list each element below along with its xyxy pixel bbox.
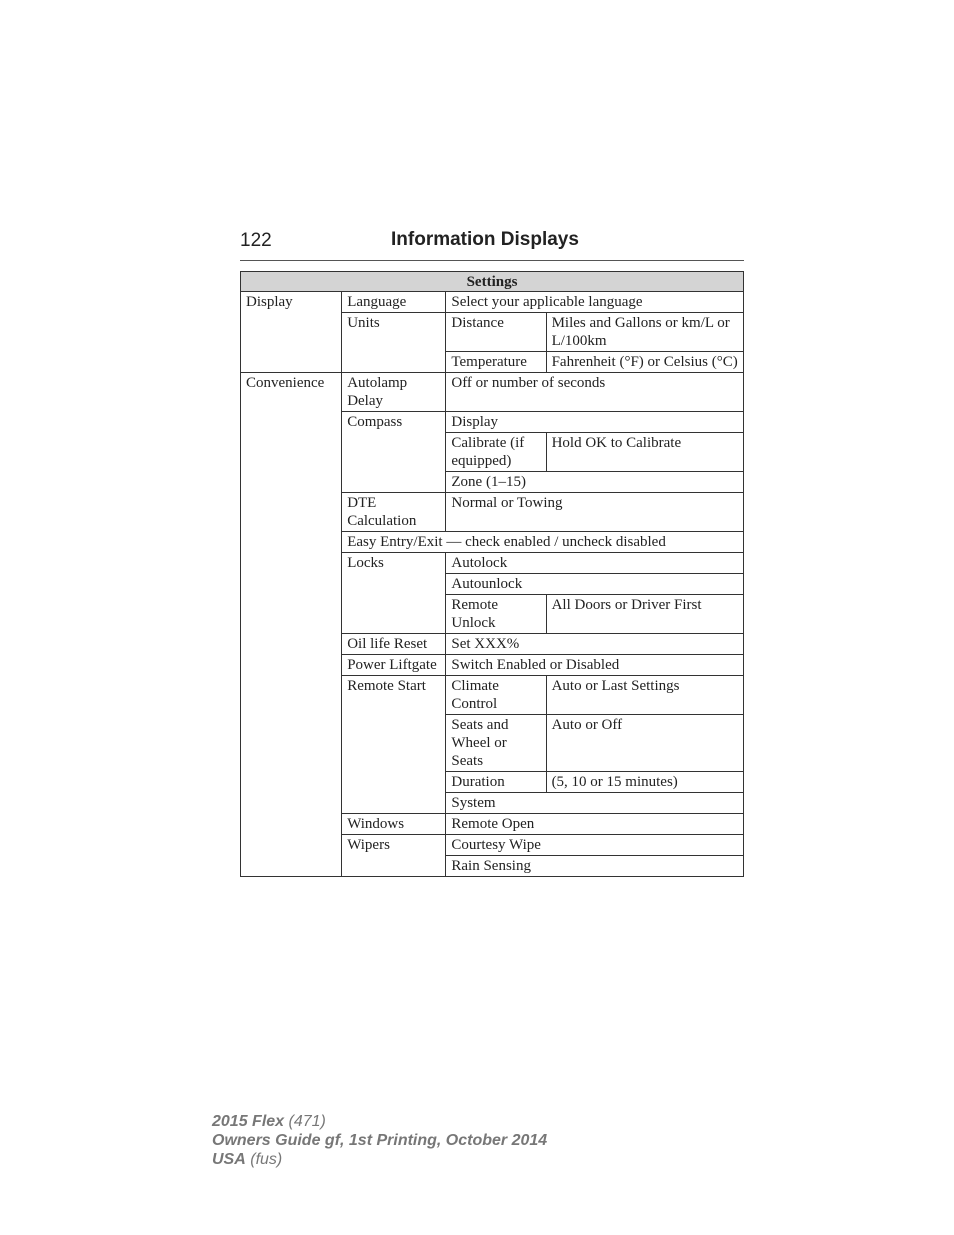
setting-power-liftgate: Power Liftgate xyxy=(342,655,446,676)
setting-windows: Windows xyxy=(342,814,446,835)
setting-duration: Duration xyxy=(446,772,546,793)
section-title: Information Displays xyxy=(391,229,579,250)
category-convenience: Convenience xyxy=(241,373,342,877)
setting-compass: Compass xyxy=(342,412,446,493)
footer-model-code: (471) xyxy=(288,1113,326,1130)
setting-windows-value: Remote Open xyxy=(446,814,744,835)
page-header xyxy=(240,228,744,261)
setting-autolock: Autolock xyxy=(446,553,744,574)
setting-compass-calibrate: Calibrate (if equipped) xyxy=(446,433,546,472)
setting-climate-control-value: Auto or Last Settings xyxy=(546,676,743,715)
footer-model: 2015 Flex xyxy=(212,1113,285,1130)
table-row xyxy=(241,373,744,412)
table-row xyxy=(241,292,744,313)
setting-remote-start: Remote Start xyxy=(342,676,446,814)
setting-distance-value: Miles and Gallons or km/L or L/100km xyxy=(546,313,743,352)
settings-table xyxy=(240,271,744,877)
setting-locks: Locks xyxy=(342,553,446,634)
setting-courtesy-wipe: Courtesy Wipe xyxy=(446,835,744,856)
setting-climate-control: Climate Control xyxy=(446,676,546,715)
setting-seats-wheel-value: Auto or Off xyxy=(546,715,743,772)
setting-temperature-value: Fahrenheit (°F) or Celsius (°C) xyxy=(546,352,743,373)
setting-dte-value: Normal or Towing xyxy=(446,493,744,532)
document-footer xyxy=(212,1112,547,1169)
page-number: 122 xyxy=(240,230,272,251)
setting-power-liftgate-value: Switch Enabled or Disabled xyxy=(446,655,744,676)
footer-line-2 xyxy=(212,1131,547,1150)
setting-duration-value: (5, 10 or 15 minutes) xyxy=(546,772,743,793)
table-header-row xyxy=(241,272,744,292)
setting-language: Language xyxy=(342,292,446,313)
footer-guide: Owners Guide gf, 1st Printing, October 2014 xyxy=(212,1132,548,1149)
setting-temperature: Temperature xyxy=(446,352,546,373)
setting-compass-zone: Zone (1–15) xyxy=(446,472,744,493)
setting-autolamp: Autolamp Delay xyxy=(342,373,446,412)
setting-compass-calibrate-value: Hold OK to Calibrate xyxy=(546,433,743,472)
setting-autolamp-value: Off or number of seconds xyxy=(446,373,744,412)
setting-units: Units xyxy=(342,313,446,373)
setting-distance: Distance xyxy=(446,313,546,352)
setting-wipers: Wipers xyxy=(342,835,446,877)
footer-line-1 xyxy=(212,1112,547,1131)
setting-easy-entry: Easy Entry/Exit — check enabled / uncheck disabled xyxy=(342,532,744,553)
setting-remote-unlock: Remote Unlock xyxy=(446,595,546,634)
setting-rain-sensing: Rain Sensing xyxy=(446,856,744,877)
setting-language-value: Select your applicable language xyxy=(446,292,744,313)
category-display: Display xyxy=(241,292,342,373)
setting-remote-unlock-value: All Doors or Driver First xyxy=(546,595,743,634)
setting-autounlock: Autounlock xyxy=(446,574,744,595)
setting-seats-wheel: Seats and Wheel or Seats xyxy=(446,715,546,772)
setting-compass-display: Display xyxy=(446,412,744,433)
setting-dte: DTE Calculation xyxy=(342,493,446,532)
footer-line-3 xyxy=(212,1150,547,1169)
setting-oil-life: Oil life Reset xyxy=(342,634,446,655)
table-title: Settings xyxy=(241,272,744,292)
footer-market: USA xyxy=(212,1151,246,1168)
setting-oil-life-value: Set XXX% xyxy=(446,634,744,655)
footer-market-code: (fus) xyxy=(250,1151,283,1168)
setting-system: System xyxy=(446,793,744,814)
